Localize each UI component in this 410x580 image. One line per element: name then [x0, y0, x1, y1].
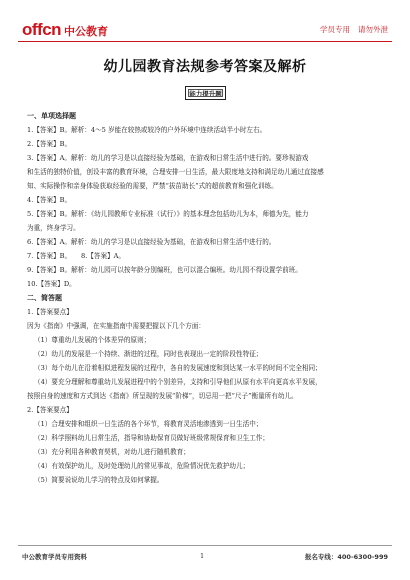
q1-point: （2）幼儿的发展是一个持续、渐进的过程，同时也表现出一定的阶段性特征；	[34, 350, 263, 358]
q1-label: 1.【答案要点】	[27, 308, 73, 316]
q2-point: （1）合理安排和组织一日生活的各个环节，将教育灵活地渗透到一日生活中；	[34, 420, 263, 428]
q1-point: （3）每个幼儿在沿着相似进程发展的过程中，各自的发展速度和到达某一水平的时间不完全相同；	[34, 364, 322, 372]
answer-line: 知、实际操作和亲身体验获取经验的需要，严禁“拔苗助长”式的超前教育和强化训练。	[27, 182, 278, 190]
q2-point: （2）科学照料幼儿日常生活，指导和协助保育员做好班级常规保育和卫生工作；	[34, 434, 269, 442]
section-heading-short-answer: 二、简答题	[27, 294, 62, 302]
q1-continuation: 按照自身的速度和方式到达《指南》所呈现的发展“阶梯”，切忌用一把“尺子”衡量所有幼儿。	[27, 392, 298, 400]
logo-text-cn: 中公教育	[64, 25, 109, 38]
logo-text-en: offcn	[22, 20, 62, 39]
answer-line: 4.【答案】B。	[27, 196, 72, 204]
q1-point: （4）要充分理解和尊重幼儿发展进程中的个别差异，支持和引导他们从原有水平向更高水平发展，	[34, 378, 322, 386]
footer-rule	[18, 545, 392, 546]
answer-line: 为重，终身学习。	[27, 224, 80, 232]
header-tags	[320, 24, 388, 35]
q2-label: 2.【答案要点】	[27, 406, 73, 414]
offcn-logo	[22, 20, 108, 40]
q2-point: （5）简要说说幼儿学习的特点及如何掌握。	[34, 476, 164, 484]
answer-line: 7.【答案】B。 8.【答案】A。	[27, 252, 126, 260]
answer-line: 6.【答案】A。解析：幼儿的学习是以直接经验为基础，在游戏和日常生活中进行的。	[27, 238, 276, 246]
header-tag-do-not-leak: 请勿外泄	[358, 25, 388, 34]
answer-line: 和生活的独特价值，创设丰富的教育环境，合理安排一日生活，最大限度地支持和满足幼儿通过直接感	[27, 168, 324, 176]
header-tag-students-only: 学员专用	[320, 25, 350, 34]
q1-intro: 因为《指南》中强调，在实施指南中需要把握以下几个方面：	[27, 322, 206, 330]
answer-line: 5.【答案】B。解析：《幼儿园教师专业标准（试行）》的基本理念包括幼儿为本，师德为先，能力	[27, 210, 309, 218]
answer-content	[27, 109, 387, 487]
header-rule	[18, 41, 392, 42]
document-title: 幼儿园教育法规参考答案及解析	[103, 59, 307, 75]
answer-line: 1.【答案】B。解析：4～5 岁能在较热或较冷的户外环境中连续活动半小时左右。	[27, 126, 267, 134]
section-heading-choice: 一、单项选择题	[27, 112, 76, 120]
answer-line: 3.【答案】A。解析：幼儿的学习是以直接经验为基础，在游戏和日常生活中进行的。要珍视游戏	[27, 154, 309, 162]
q1-point: （1）尊重幼儿发展的个体差异的原则；	[34, 336, 151, 344]
footer-material-label: 中公教育学员专用资料	[22, 553, 87, 561]
page-number: 1	[200, 552, 205, 560]
difficulty-stamp	[185, 86, 226, 100]
q2-point: （3）充分利用各种教育契机，对幼儿进行随机教育；	[34, 448, 190, 456]
answer-line: 9.【答案】B。解析：幼儿园可以按年龄分别编班，也可以混合编班。幼儿园不得设置学前班。	[27, 266, 302, 274]
page-header	[0, 0, 410, 44]
stamp-label: 能力提升题	[189, 89, 222, 98]
footer-hotline: 报名专线：400-6300-999	[304, 553, 388, 561]
answer-line: 2.【答案】B。	[27, 140, 72, 148]
q2-point: （4）有效保护幼儿，及时处理幼儿的常见事故，危险情况优先救护幼儿；	[34, 462, 250, 470]
answer-line: 10.【答案】D。	[27, 280, 76, 288]
page-footer	[0, 545, 410, 580]
